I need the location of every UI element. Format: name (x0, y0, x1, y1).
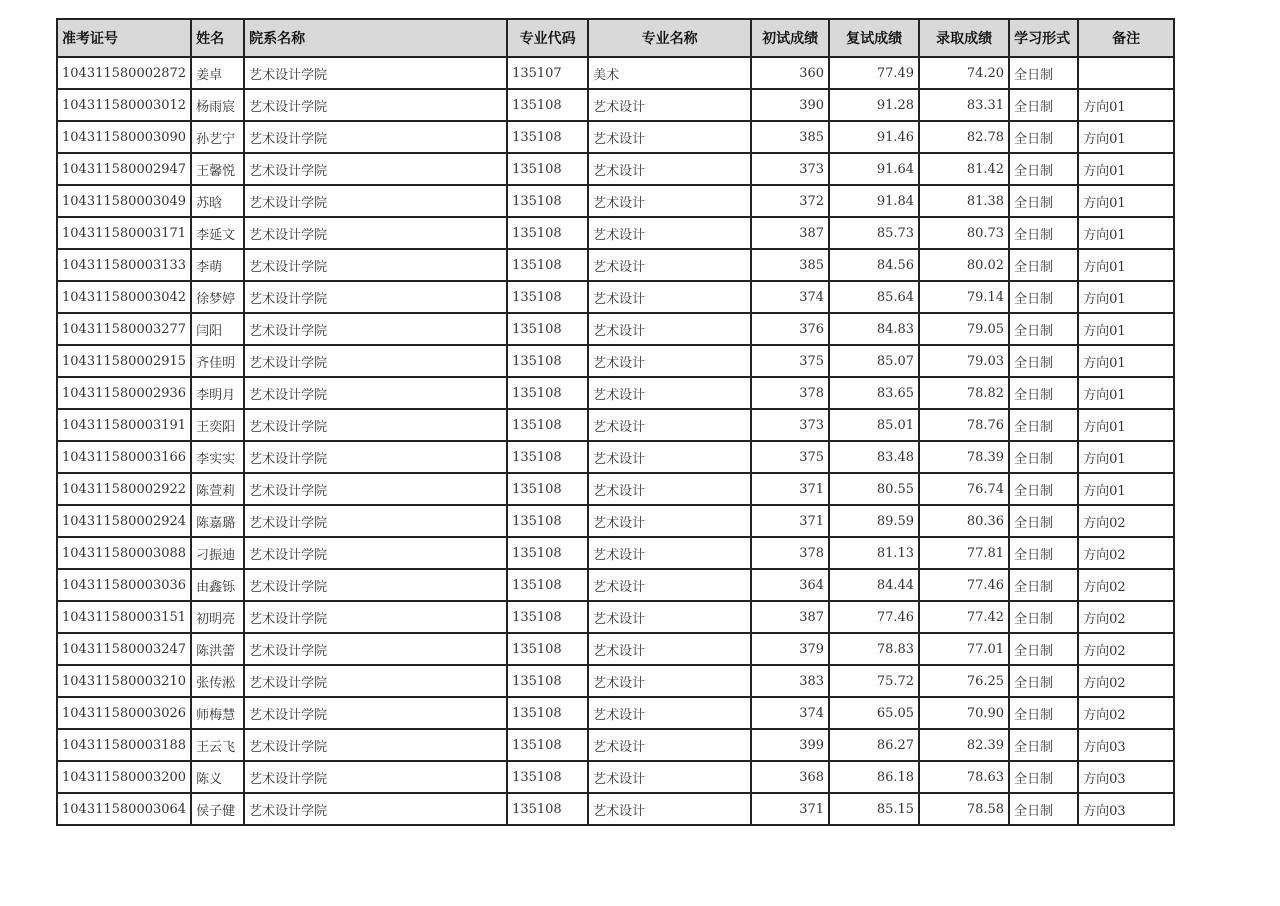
cell-retest-score: 91.64 (829, 153, 919, 185)
table-row (57, 601, 1174, 633)
table-row (57, 377, 1174, 409)
cell-remark: 方向02 (1078, 633, 1174, 665)
cell-study-mode: 全日制 (1009, 729, 1078, 761)
cell-major-code: 135108 (507, 345, 588, 377)
cell-exam-id: 104311580003247 (57, 633, 191, 665)
cell-major-name: 艺术设计 (588, 665, 751, 697)
cell-major-name: 艺术设计 (588, 505, 751, 537)
cell-admission-score: 80.36 (919, 505, 1009, 537)
cell-department: 艺术设计学院 (244, 89, 507, 121)
cell-retest-score: 78.83 (829, 633, 919, 665)
cell-major-code: 135108 (507, 793, 588, 825)
cell-initial-score: 387 (751, 217, 829, 249)
cell-retest-score: 84.83 (829, 313, 919, 345)
cell-name: 初明亮 (191, 601, 244, 633)
cell-retest-score: 65.05 (829, 697, 919, 729)
cell-name: 苏晗 (191, 185, 244, 217)
cell-study-mode: 全日制 (1009, 505, 1078, 537)
cell-study-mode: 全日制 (1009, 217, 1078, 249)
cell-major-name: 艺术设计 (588, 569, 751, 601)
cell-exam-id: 104311580002947 (57, 153, 191, 185)
header-study-mode: 学习形式 (1009, 19, 1078, 57)
cell-remark: 方向02 (1078, 697, 1174, 729)
cell-admission-score: 80.73 (919, 217, 1009, 249)
cell-admission-score: 78.82 (919, 377, 1009, 409)
cell-department: 艺术设计学院 (244, 377, 507, 409)
cell-exam-id: 104311580002922 (57, 473, 191, 505)
cell-major-code: 135108 (507, 121, 588, 153)
cell-study-mode: 全日制 (1009, 441, 1078, 473)
table-row (57, 121, 1174, 153)
table-row (57, 441, 1174, 473)
cell-admission-score: 79.05 (919, 313, 1009, 345)
cell-department: 艺术设计学院 (244, 729, 507, 761)
cell-major-code: 135108 (507, 185, 588, 217)
cell-initial-score: 387 (751, 601, 829, 633)
cell-study-mode: 全日制 (1009, 537, 1078, 569)
table-row (57, 89, 1174, 121)
cell-study-mode: 全日制 (1009, 57, 1078, 89)
table-row (57, 729, 1174, 761)
cell-name: 李明月 (191, 377, 244, 409)
cell-major-name: 艺术设计 (588, 537, 751, 569)
cell-retest-score: 84.56 (829, 249, 919, 281)
cell-name: 师梅慧 (191, 697, 244, 729)
cell-major-code: 135108 (507, 729, 588, 761)
cell-retest-score: 86.18 (829, 761, 919, 793)
cell-name: 齐佳明 (191, 345, 244, 377)
cell-initial-score: 375 (751, 345, 829, 377)
table-row (57, 281, 1174, 313)
cell-name: 李萌 (191, 249, 244, 281)
table-row (57, 633, 1174, 665)
cell-major-name: 艺术设计 (588, 121, 751, 153)
cell-study-mode: 全日制 (1009, 313, 1078, 345)
cell-major-name: 艺术设计 (588, 633, 751, 665)
cell-admission-score: 82.78 (919, 121, 1009, 153)
cell-retest-score: 86.27 (829, 729, 919, 761)
cell-exam-id: 104311580003133 (57, 249, 191, 281)
table-row (57, 313, 1174, 345)
cell-major-name: 美术 (588, 57, 751, 89)
cell-department: 艺术设计学院 (244, 761, 507, 793)
cell-exam-id: 104311580003036 (57, 569, 191, 601)
cell-retest-score: 91.28 (829, 89, 919, 121)
cell-exam-id: 104311580003188 (57, 729, 191, 761)
cell-major-name: 艺术设计 (588, 281, 751, 313)
cell-remark: 方向01 (1078, 473, 1174, 505)
table-row (57, 569, 1174, 601)
cell-study-mode: 全日制 (1009, 633, 1078, 665)
cell-initial-score: 390 (751, 89, 829, 121)
header-name: 姓名 (191, 19, 244, 57)
cell-remark (1078, 57, 1174, 89)
cell-retest-score: 81.13 (829, 537, 919, 569)
cell-major-name: 艺术设计 (588, 761, 751, 793)
cell-name: 陈义 (191, 761, 244, 793)
header-initial-score: 初试成绩 (751, 19, 829, 57)
cell-initial-score: 385 (751, 121, 829, 153)
cell-department: 艺术设计学院 (244, 57, 507, 89)
cell-retest-score: 85.64 (829, 281, 919, 313)
admission-table (56, 18, 1175, 826)
cell-name: 陈洪蕾 (191, 633, 244, 665)
cell-retest-score: 85.07 (829, 345, 919, 377)
cell-admission-score: 77.01 (919, 633, 1009, 665)
cell-name: 陈萱莉 (191, 473, 244, 505)
table-row (57, 697, 1174, 729)
cell-retest-score: 83.48 (829, 441, 919, 473)
cell-study-mode: 全日制 (1009, 185, 1078, 217)
cell-exam-id: 104311580002924 (57, 505, 191, 537)
cell-department: 艺术设计学院 (244, 281, 507, 313)
header-admission-score: 录取成绩 (919, 19, 1009, 57)
cell-major-code: 135108 (507, 505, 588, 537)
cell-remark: 方向03 (1078, 729, 1174, 761)
cell-admission-score: 81.38 (919, 185, 1009, 217)
cell-department: 艺术设计学院 (244, 569, 507, 601)
cell-admission-score: 77.42 (919, 601, 1009, 633)
cell-major-name: 艺术设计 (588, 217, 751, 249)
cell-remark: 方向01 (1078, 89, 1174, 121)
cell-name: 李实实 (191, 441, 244, 473)
cell-exam-id: 104311580002915 (57, 345, 191, 377)
cell-major-name: 艺术设计 (588, 409, 751, 441)
cell-remark: 方向03 (1078, 761, 1174, 793)
table-row (57, 185, 1174, 217)
cell-major-code: 135108 (507, 249, 588, 281)
cell-admission-score: 79.03 (919, 345, 1009, 377)
cell-exam-id: 104311580003151 (57, 601, 191, 633)
cell-name: 王云飞 (191, 729, 244, 761)
table-row (57, 537, 1174, 569)
cell-retest-score: 77.46 (829, 601, 919, 633)
cell-remark: 方向02 (1078, 505, 1174, 537)
cell-remark: 方向01 (1078, 313, 1174, 345)
cell-department: 艺术设计学院 (244, 409, 507, 441)
cell-remark: 方向02 (1078, 569, 1174, 601)
cell-initial-score: 383 (751, 665, 829, 697)
cell-initial-score: 371 (751, 473, 829, 505)
cell-initial-score: 373 (751, 409, 829, 441)
cell-study-mode: 全日制 (1009, 569, 1078, 601)
cell-name: 刁振迪 (191, 537, 244, 569)
cell-name: 由鑫铄 (191, 569, 244, 601)
cell-initial-score: 371 (751, 793, 829, 825)
cell-exam-id: 104311580003088 (57, 537, 191, 569)
cell-remark: 方向01 (1078, 249, 1174, 281)
cell-exam-id: 104311580003064 (57, 793, 191, 825)
cell-exam-id: 104311580003090 (57, 121, 191, 153)
cell-department: 艺术设计学院 (244, 697, 507, 729)
table-row (57, 153, 1174, 185)
cell-major-name: 艺术设计 (588, 153, 751, 185)
cell-admission-score: 78.63 (919, 761, 1009, 793)
cell-major-name: 艺术设计 (588, 793, 751, 825)
cell-remark: 方向01 (1078, 281, 1174, 313)
cell-retest-score: 85.73 (829, 217, 919, 249)
cell-department: 艺术设计学院 (244, 665, 507, 697)
cell-name: 李延文 (191, 217, 244, 249)
cell-retest-score: 84.44 (829, 569, 919, 601)
cell-name: 陈嘉璐 (191, 505, 244, 537)
cell-name: 张传淞 (191, 665, 244, 697)
cell-admission-score: 76.25 (919, 665, 1009, 697)
cell-initial-score: 378 (751, 537, 829, 569)
table-row (57, 409, 1174, 441)
table-row (57, 473, 1174, 505)
cell-retest-score: 89.59 (829, 505, 919, 537)
cell-exam-id: 104311580003200 (57, 761, 191, 793)
cell-exam-id: 104311580003210 (57, 665, 191, 697)
table-row (57, 249, 1174, 281)
cell-study-mode: 全日制 (1009, 345, 1078, 377)
cell-exam-id: 104311580003012 (57, 89, 191, 121)
cell-major-code: 135108 (507, 217, 588, 249)
header-major-code: 专业代码 (507, 19, 588, 57)
cell-major-code: 135108 (507, 473, 588, 505)
cell-department: 艺术设计学院 (244, 537, 507, 569)
cell-exam-id: 104311580002872 (57, 57, 191, 89)
cell-department: 艺术设计学院 (244, 441, 507, 473)
cell-department: 艺术设计学院 (244, 153, 507, 185)
cell-department: 艺术设计学院 (244, 121, 507, 153)
cell-admission-score: 77.81 (919, 537, 1009, 569)
cell-name: 孙艺宁 (191, 121, 244, 153)
cell-department: 艺术设计学院 (244, 217, 507, 249)
cell-study-mode: 全日制 (1009, 249, 1078, 281)
cell-retest-score: 91.84 (829, 185, 919, 217)
cell-major-code: 135108 (507, 281, 588, 313)
cell-study-mode: 全日制 (1009, 409, 1078, 441)
table-row (57, 793, 1174, 825)
cell-major-code: 135108 (507, 697, 588, 729)
cell-major-code: 135108 (507, 409, 588, 441)
cell-retest-score: 83.65 (829, 377, 919, 409)
cell-major-name: 艺术设计 (588, 345, 751, 377)
cell-major-code: 135107 (507, 57, 588, 89)
table-header-row (57, 19, 1174, 57)
cell-admission-score: 79.14 (919, 281, 1009, 313)
cell-department: 艺术设计学院 (244, 633, 507, 665)
cell-name: 王馨悦 (191, 153, 244, 185)
cell-admission-score: 77.46 (919, 569, 1009, 601)
cell-name: 闫阳 (191, 313, 244, 345)
cell-study-mode: 全日制 (1009, 377, 1078, 409)
cell-initial-score: 375 (751, 441, 829, 473)
cell-major-code: 135108 (507, 313, 588, 345)
cell-retest-score: 85.01 (829, 409, 919, 441)
cell-major-code: 135108 (507, 153, 588, 185)
cell-study-mode: 全日制 (1009, 281, 1078, 313)
cell-major-code: 135108 (507, 569, 588, 601)
cell-study-mode: 全日制 (1009, 793, 1078, 825)
cell-initial-score: 399 (751, 729, 829, 761)
cell-initial-score: 379 (751, 633, 829, 665)
cell-initial-score: 378 (751, 377, 829, 409)
header-retest-score: 复试成绩 (829, 19, 919, 57)
cell-department: 艺术设计学院 (244, 313, 507, 345)
cell-initial-score: 374 (751, 697, 829, 729)
cell-study-mode: 全日制 (1009, 89, 1078, 121)
header-department: 院系名称 (244, 19, 507, 57)
cell-major-code: 135108 (507, 665, 588, 697)
cell-study-mode: 全日制 (1009, 473, 1078, 505)
cell-remark: 方向01 (1078, 153, 1174, 185)
cell-department: 艺术设计学院 (244, 249, 507, 281)
cell-major-name: 艺术设计 (588, 89, 751, 121)
table-row (57, 505, 1174, 537)
cell-exam-id: 104311580002936 (57, 377, 191, 409)
cell-admission-score: 80.02 (919, 249, 1009, 281)
cell-retest-score: 80.55 (829, 473, 919, 505)
cell-admission-score: 83.31 (919, 89, 1009, 121)
cell-major-code: 135108 (507, 537, 588, 569)
header-exam-id: 准考证号 (57, 19, 191, 57)
cell-exam-id: 104311580003042 (57, 281, 191, 313)
cell-remark: 方向03 (1078, 793, 1174, 825)
cell-admission-score: 78.39 (919, 441, 1009, 473)
cell-retest-score: 77.49 (829, 57, 919, 89)
cell-name: 侯子健 (191, 793, 244, 825)
cell-remark: 方向01 (1078, 377, 1174, 409)
cell-remark: 方向01 (1078, 441, 1174, 473)
cell-study-mode: 全日制 (1009, 601, 1078, 633)
cell-major-name: 艺术设计 (588, 313, 751, 345)
cell-department: 艺术设计学院 (244, 793, 507, 825)
cell-department: 艺术设计学院 (244, 505, 507, 537)
cell-retest-score: 85.15 (829, 793, 919, 825)
cell-initial-score: 360 (751, 57, 829, 89)
cell-name: 杨雨宸 (191, 89, 244, 121)
cell-major-name: 艺术设计 (588, 697, 751, 729)
cell-initial-score: 364 (751, 569, 829, 601)
cell-major-name: 艺术设计 (588, 377, 751, 409)
cell-department: 艺术设计学院 (244, 473, 507, 505)
cell-major-code: 135108 (507, 377, 588, 409)
cell-study-mode: 全日制 (1009, 665, 1078, 697)
cell-remark: 方向01 (1078, 345, 1174, 377)
cell-major-code: 135108 (507, 761, 588, 793)
cell-initial-score: 373 (751, 153, 829, 185)
cell-study-mode: 全日制 (1009, 121, 1078, 153)
cell-remark: 方向02 (1078, 537, 1174, 569)
cell-remark: 方向02 (1078, 665, 1174, 697)
table-row (57, 345, 1174, 377)
header-major-name: 专业名称 (588, 19, 751, 57)
cell-initial-score: 376 (751, 313, 829, 345)
table-row (57, 217, 1174, 249)
cell-name: 姜卓 (191, 57, 244, 89)
admission-table-container (56, 18, 1175, 826)
cell-remark: 方向01 (1078, 185, 1174, 217)
cell-department: 艺术设计学院 (244, 185, 507, 217)
cell-retest-score: 91.46 (829, 121, 919, 153)
cell-exam-id: 104311580003026 (57, 697, 191, 729)
cell-major-name: 艺术设计 (588, 441, 751, 473)
cell-initial-score: 368 (751, 761, 829, 793)
cell-study-mode: 全日制 (1009, 153, 1078, 185)
header-remark: 备注 (1078, 19, 1174, 57)
cell-major-code: 135108 (507, 89, 588, 121)
cell-major-name: 艺术设计 (588, 249, 751, 281)
cell-study-mode: 全日制 (1009, 697, 1078, 729)
cell-exam-id: 104311580003049 (57, 185, 191, 217)
cell-exam-id: 104311580003277 (57, 313, 191, 345)
cell-exam-id: 104311580003166 (57, 441, 191, 473)
cell-name: 徐梦婷 (191, 281, 244, 313)
cell-major-name: 艺术设计 (588, 729, 751, 761)
table-row (57, 57, 1174, 89)
table-row (57, 665, 1174, 697)
cell-department: 艺术设计学院 (244, 345, 507, 377)
cell-admission-score: 70.90 (919, 697, 1009, 729)
cell-initial-score: 385 (751, 249, 829, 281)
cell-admission-score: 74.20 (919, 57, 1009, 89)
cell-initial-score: 371 (751, 505, 829, 537)
cell-admission-score: 78.58 (919, 793, 1009, 825)
cell-major-code: 135108 (507, 633, 588, 665)
cell-major-code: 135108 (507, 601, 588, 633)
cell-admission-score: 81.42 (919, 153, 1009, 185)
table-row (57, 761, 1174, 793)
cell-department: 艺术设计学院 (244, 601, 507, 633)
cell-initial-score: 372 (751, 185, 829, 217)
cell-exam-id: 104311580003191 (57, 409, 191, 441)
cell-major-name: 艺术设计 (588, 185, 751, 217)
cell-remark: 方向01 (1078, 217, 1174, 249)
cell-initial-score: 374 (751, 281, 829, 313)
cell-study-mode: 全日制 (1009, 761, 1078, 793)
cell-major-code: 135108 (507, 441, 588, 473)
cell-admission-score: 76.74 (919, 473, 1009, 505)
cell-exam-id: 104311580003171 (57, 217, 191, 249)
cell-remark: 方向02 (1078, 601, 1174, 633)
cell-remark: 方向01 (1078, 409, 1174, 441)
cell-major-name: 艺术设计 (588, 473, 751, 505)
cell-admission-score: 78.76 (919, 409, 1009, 441)
cell-major-name: 艺术设计 (588, 601, 751, 633)
cell-admission-score: 82.39 (919, 729, 1009, 761)
cell-name: 王奕阳 (191, 409, 244, 441)
cell-remark: 方向01 (1078, 121, 1174, 153)
cell-retest-score: 75.72 (829, 665, 919, 697)
